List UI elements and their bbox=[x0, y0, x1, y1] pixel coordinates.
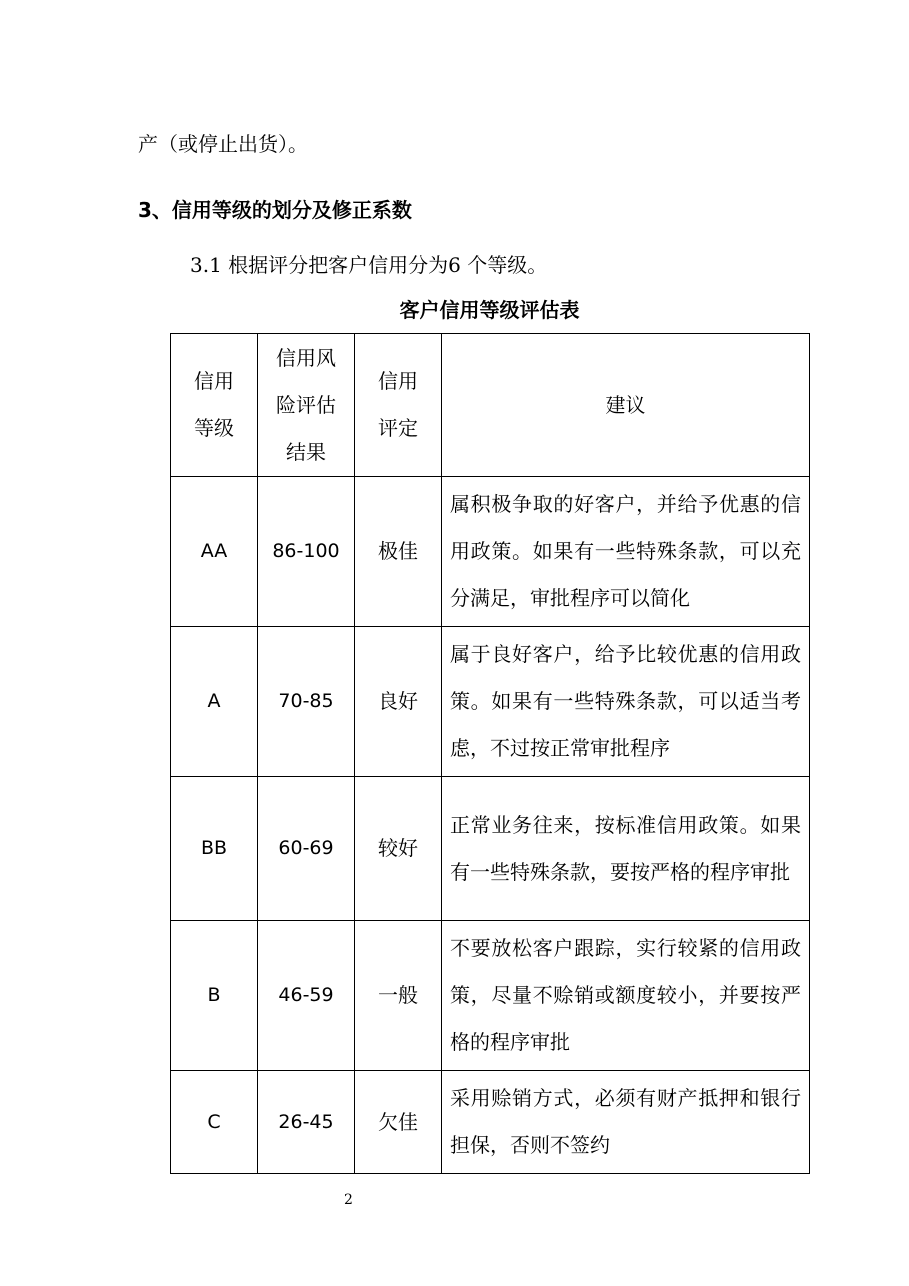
table-row bbox=[171, 627, 810, 777]
cell-score: 46-59 bbox=[258, 921, 355, 1071]
header-rating: 信用评定 bbox=[355, 334, 442, 477]
cell-rating: 较好 bbox=[355, 777, 442, 921]
table-header-row bbox=[171, 334, 810, 477]
table-row bbox=[171, 1071, 810, 1174]
cell-grade: C bbox=[171, 1071, 258, 1174]
cell-score: 26-45 bbox=[258, 1071, 355, 1174]
continuation-text: 产（或停止出货）。 bbox=[138, 132, 308, 156]
header-grade: 信用等级 bbox=[171, 334, 258, 477]
cell-advice: 正常业务往来，按标准信用政策。如果有一些特殊条款，要按严格的程序审批 bbox=[442, 777, 810, 921]
cell-grade: BB bbox=[171, 777, 258, 921]
cell-advice: 采用赊销方式，必须有财产抵押和银行担保，否则不签约 bbox=[442, 1071, 810, 1174]
table-title: 客户信用等级评估表 bbox=[399, 298, 580, 322]
table-row bbox=[171, 921, 810, 1071]
table-row bbox=[171, 777, 810, 921]
cell-score: 70-85 bbox=[258, 627, 355, 777]
cell-advice: 不要放松客户跟踪，实行较紧的信用政策，尽量不赊销或额度较小，并要按严格的程序审批 bbox=[442, 921, 810, 1071]
header-score: 信用风险评估结果 bbox=[258, 334, 355, 477]
paragraph-text: 3.1 根据评分把客户信用分为6 个等级。 bbox=[190, 253, 548, 277]
credit-grade-table bbox=[170, 333, 810, 1174]
cell-rating: 欠佳 bbox=[355, 1071, 442, 1174]
header-advice: 建议 bbox=[442, 334, 810, 477]
page-number: 2 bbox=[344, 1192, 353, 1208]
cell-grade: AA bbox=[171, 477, 258, 627]
cell-score: 86-100 bbox=[258, 477, 355, 627]
cell-rating: 极佳 bbox=[355, 477, 442, 627]
cell-advice: 属于良好客户，给予比较优惠的信用政策。如果有一些特殊条款，可以适当考虑，不过按正常审批程序 bbox=[442, 627, 810, 777]
cell-rating: 良好 bbox=[355, 627, 442, 777]
cell-grade: A bbox=[171, 627, 258, 777]
cell-score: 60-69 bbox=[258, 777, 355, 921]
cell-rating: 一般 bbox=[355, 921, 442, 1071]
cell-grade: B bbox=[171, 921, 258, 1071]
cell-advice: 属积极争取的好客户，并给予优惠的信用政策。如果有一些特殊条款，可以充分满足，审批程序可以简化 bbox=[442, 477, 810, 627]
table-row bbox=[171, 477, 810, 627]
section-heading: 3、信用等级的划分及修正系数 bbox=[138, 198, 412, 222]
